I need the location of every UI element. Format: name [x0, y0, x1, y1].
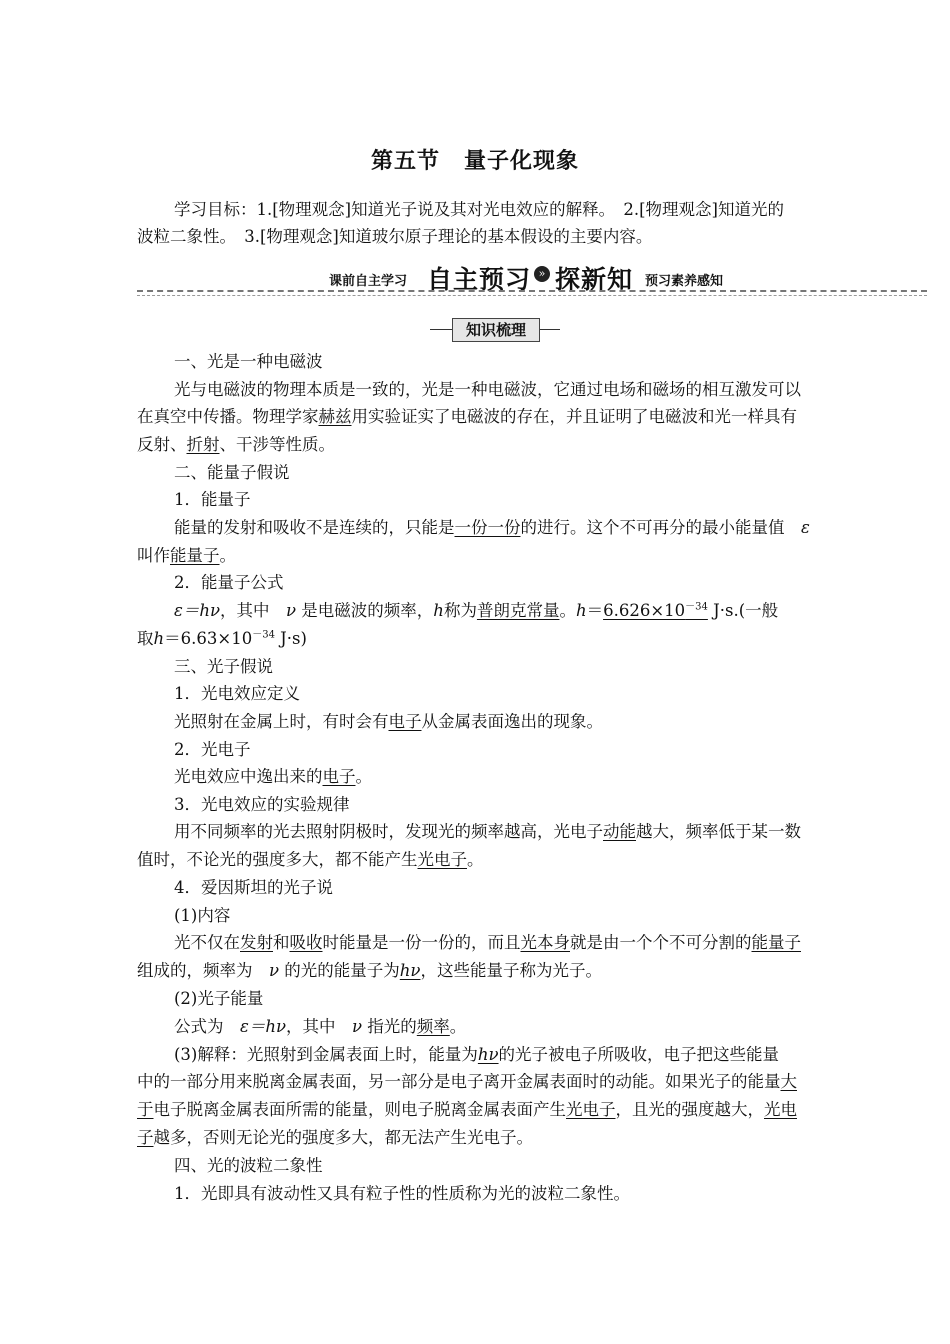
banner-divider-thin	[137, 295, 927, 296]
text: 的光的能量子为	[284, 961, 400, 980]
text: 光电效应中逸出来的	[174, 767, 323, 786]
nu-symbol: ν	[286, 601, 297, 620]
answer-blank: 折射	[186, 435, 220, 454]
answer-blank: 电子	[322, 767, 356, 786]
heading-s3: 三、光子假说	[174, 657, 273, 676]
text: 。	[467, 850, 484, 869]
s2-formula-line	[174, 597, 778, 625]
banner-right-label: 预习素养感知	[645, 274, 724, 289]
answer-blank: 光电子	[566, 1100, 616, 1119]
s3-subheading-4: 4．爱因斯坦的光子说	[174, 878, 333, 897]
text: 。	[449, 1017, 467, 1036]
section-banner	[137, 264, 927, 294]
text: 。	[559, 601, 576, 620]
answer-blank: 一份一份	[454, 518, 521, 537]
nu-symbol: ν	[269, 961, 280, 980]
text: 用不同频率的光去照射阴极时，发现光的频率越高，光电子	[174, 822, 603, 841]
text: 在真空中传播。物理学家	[137, 407, 319, 426]
answer-blank	[603, 601, 708, 620]
answer-blank: 频率	[416, 1017, 450, 1036]
text: 用实验证实了电磁波的存在，并且证明了电磁波和光一样具有	[351, 407, 797, 426]
text: 就是由一个个不可分割的	[570, 933, 752, 952]
text: 光不仅在	[174, 933, 240, 952]
text: 和	[273, 933, 290, 952]
answer-blank: 子	[137, 1128, 154, 1147]
s3-line-1	[174, 708, 603, 736]
banner-divider	[137, 290, 927, 292]
epsilon-symbol: ε	[801, 518, 810, 537]
answer-blank: 能量子	[751, 933, 801, 952]
text: 。	[219, 546, 236, 565]
text: 。	[355, 767, 372, 786]
text: ＝6.63×10	[164, 629, 253, 648]
tag-label: 知识梳理	[452, 318, 540, 342]
answer-blank: 于	[137, 1100, 154, 1119]
banner-main-title-2: 探新知	[555, 265, 634, 294]
text: 6.626×10	[603, 601, 686, 620]
text: (3)解释：光照射到金属表面上时，能量为	[174, 1045, 478, 1064]
text: ，其中	[286, 1017, 336, 1036]
s3-line-9	[137, 1068, 817, 1096]
s1-line-2	[137, 403, 817, 431]
answer-blank: hν	[399, 961, 421, 980]
knowledge-section-tag	[430, 318, 560, 340]
page-title	[0, 144, 950, 175]
title-section-number: 第五节	[370, 148, 440, 174]
formula: ε＝hν	[174, 601, 221, 620]
text: ，这些能量子称为光子。	[420, 961, 602, 980]
title-topic: 量子化现象	[464, 148, 580, 174]
answer-blank: 光电子	[417, 850, 467, 869]
s3-subheading-2: 2．光电子	[174, 740, 251, 759]
answer-blank: 大	[780, 1072, 797, 1091]
s2-line-1	[174, 514, 810, 542]
learning-goals-line-2: 波粒二象性。 3.[物理观念]知道玻尔原子理论的基本假设的主要内容。	[137, 227, 653, 246]
s3-line-8	[174, 1041, 779, 1069]
text: 叫作	[137, 546, 170, 565]
text: ＝	[586, 601, 604, 620]
s3-line-2	[174, 763, 372, 791]
text: 指光的	[367, 1017, 417, 1036]
nu-symbol: ν	[352, 1017, 363, 1036]
text: 光照射在金属上时，有时会有	[174, 712, 389, 731]
text: J·s.(一般	[707, 601, 779, 620]
s3-line-4	[137, 846, 817, 874]
h-symbol: h	[153, 629, 165, 648]
text: 的进行。这个不可再分的最小能量值	[520, 518, 785, 537]
answer-blank: 光本身	[520, 933, 570, 952]
s3-subheading-5: (1)内容	[174, 906, 231, 925]
arrow-circle-icon: »	[534, 266, 550, 282]
s1-line-3	[137, 431, 817, 459]
banner-left-label: 课前自主学习	[329, 274, 408, 289]
text: 反射、	[137, 435, 187, 454]
text: 值时，不论光的强度多大，都不能产生	[137, 850, 418, 869]
text: 称为	[443, 601, 477, 620]
s3-line-3	[174, 818, 801, 846]
formula: ε＝hν	[240, 1017, 287, 1036]
text: 公式为	[174, 1017, 224, 1036]
text: 越大，频率低于某一数	[636, 822, 801, 841]
s1-line-1: 光与电磁波的物理本质是一致的，光是一种电磁波，它通过电场和磁场的相互激发可以	[174, 380, 801, 399]
text: 电子脱离金属表面所需的能量，则电子脱离金属表面产生	[153, 1100, 566, 1119]
text: 取	[137, 629, 154, 648]
text: ，且光的强度越大，	[615, 1100, 764, 1119]
s3-subheading-3: 3．光电效应的实验规律	[174, 795, 350, 814]
s4-line-1: 1．光即具有波动性又具有粒子性的性质称为光的波粒二象性。	[174, 1184, 630, 1203]
exponent: －34	[252, 629, 275, 641]
answer-blank: 普朗克常量	[476, 601, 560, 620]
answer-blank: 发射	[240, 933, 273, 952]
text: 能量的发射和吸收不是连续的，只能是	[174, 518, 455, 537]
text: ，其中	[220, 601, 270, 620]
h-symbol: h	[433, 601, 444, 620]
heading-s2: 二、能量子假说	[174, 463, 290, 482]
learning-goals-line-1: 学习目标：1.[物理观念]知道光子说及其对光电效应的解释。 2.[物理观念]知道光的	[174, 200, 784, 219]
text: 组成的，频率为	[137, 961, 253, 980]
s2-line-2	[137, 542, 817, 570]
text: 的光子被电子所吸收，电子把这些能量	[498, 1045, 780, 1064]
s3-subheading-6: (2)光子能量	[174, 989, 264, 1008]
answer-blank: 动能	[603, 822, 636, 841]
s3-line-6	[137, 957, 817, 985]
heading-s1: 一、光是一种电磁波	[174, 352, 323, 371]
h-symbol: h	[575, 601, 587, 620]
text: 越多，否则无论光的强度多大，都无法产生光电子。	[153, 1128, 533, 1147]
text: J·s)	[274, 629, 307, 648]
heading-s4: 四、光的波粒二象性	[174, 1156, 323, 1175]
answer-blank: 能量子	[170, 546, 220, 565]
s3-line-7	[174, 1013, 466, 1041]
exponent: －34	[685, 601, 708, 613]
answer-blank: 电子	[388, 712, 422, 731]
text: 、干涉等性质。	[219, 435, 335, 454]
text: 时能量是一份一份的，而且	[322, 933, 521, 952]
s2-formula-line-2	[137, 625, 817, 653]
s3-subheading-1: 1．光电效应定义	[174, 684, 300, 703]
text: 中的一部分用来脱离金属表面，另一部分是电子离开金属表面时的动能。如果光子的能量	[137, 1072, 781, 1091]
s2-subheading-1: 1．能量子	[174, 490, 251, 509]
answer-blank: 光电	[764, 1100, 797, 1119]
answer-blank: 赫兹	[318, 407, 352, 426]
text: 是电磁波的频率，	[301, 601, 434, 620]
answer-blank: hν	[477, 1045, 499, 1064]
banner-main-title-1: 自主预习	[427, 265, 532, 294]
s3-line-11	[137, 1124, 817, 1152]
s3-line-10	[137, 1096, 817, 1124]
answer-blank: 吸收	[289, 933, 323, 952]
s3-line-5	[174, 929, 801, 957]
text: 从金属表面逸出的现象。	[421, 712, 603, 731]
s2-subheading-2: 2．能量子公式	[174, 573, 284, 592]
